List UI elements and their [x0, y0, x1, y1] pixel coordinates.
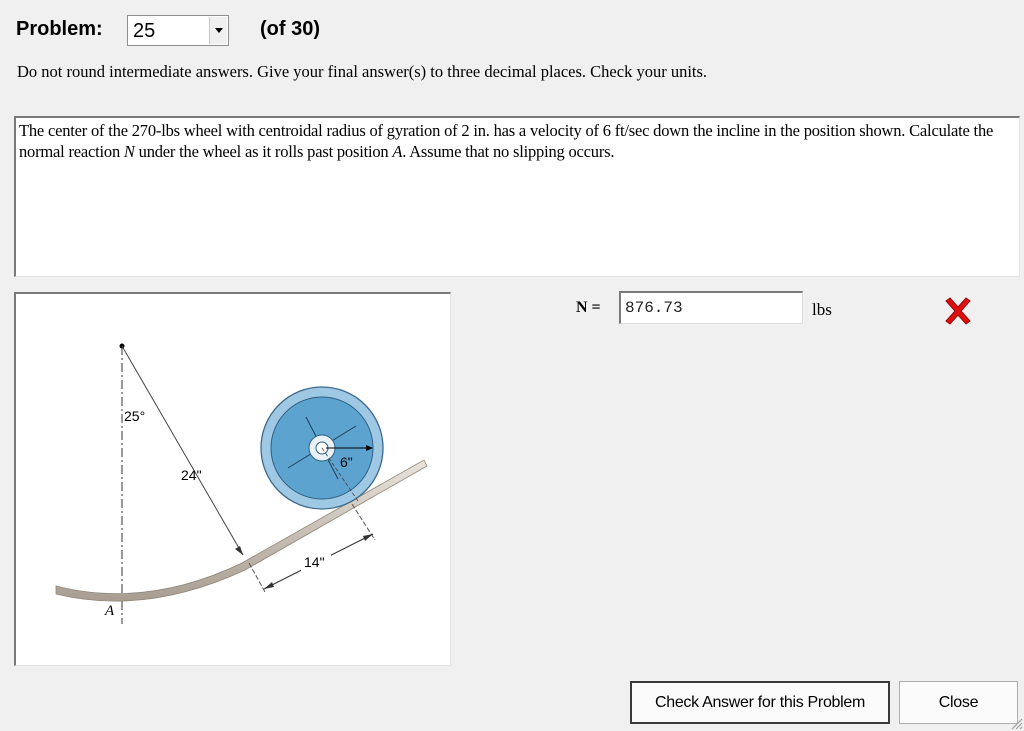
- figure-panel: [14, 292, 451, 666]
- problem-label: Problem:: [16, 18, 103, 40]
- radius-line: [122, 346, 243, 555]
- problem-text-part3: . Assume that no slipping occurs.: [402, 142, 615, 161]
- resize-grip-icon[interactable]: [1009, 716, 1023, 730]
- dimension-tick-left: [249, 563, 265, 592]
- instructions: Do not round intermediate answers. Give your final answer(s) to three decimal places. Check your units.: [17, 62, 708, 81]
- problem-text-part1: The center of the 270-lbs wheel with centroidal radius of gyration of 2 in. has a velocity of 6 ft/sec down the incline in the position shown. Calculate the normal reaction: [19, 121, 994, 161]
- problem-text-part2: under the wheel as it rolls past position: [134, 142, 393, 161]
- chevron-down-icon[interactable]: [209, 17, 227, 44]
- wheel: [261, 387, 383, 509]
- answer-input[interactable]: [619, 291, 803, 324]
- problem-var-a: A: [392, 142, 403, 161]
- radius-arrowhead: [235, 546, 243, 555]
- problem-count: (of 30): [260, 18, 320, 40]
- wheel-radius-label: 6": [340, 454, 353, 470]
- answer-label: N =: [576, 299, 601, 316]
- problem-select[interactable]: [127, 15, 229, 46]
- dimension-arrow-right: [363, 534, 373, 541]
- angle-label: 25°: [124, 408, 146, 424]
- problem-figure: [16, 294, 449, 664]
- length-label: 14": [304, 554, 325, 570]
- problem-text-box[interactable]: [14, 116, 1020, 277]
- check-answer-button[interactable]: Check Answer for this Problem: [630, 681, 890, 724]
- unit-label: lbs: [812, 300, 832, 319]
- problem-var-n: N: [123, 142, 135, 161]
- red-x-icon: [942, 296, 974, 326]
- radius-label: 24": [181, 467, 202, 483]
- dimension-arrow-left: [264, 582, 274, 589]
- point-a-label: A: [105, 603, 115, 619]
- close-button[interactable]: Close: [899, 681, 1018, 724]
- problem-select-value: 25: [133, 20, 156, 42]
